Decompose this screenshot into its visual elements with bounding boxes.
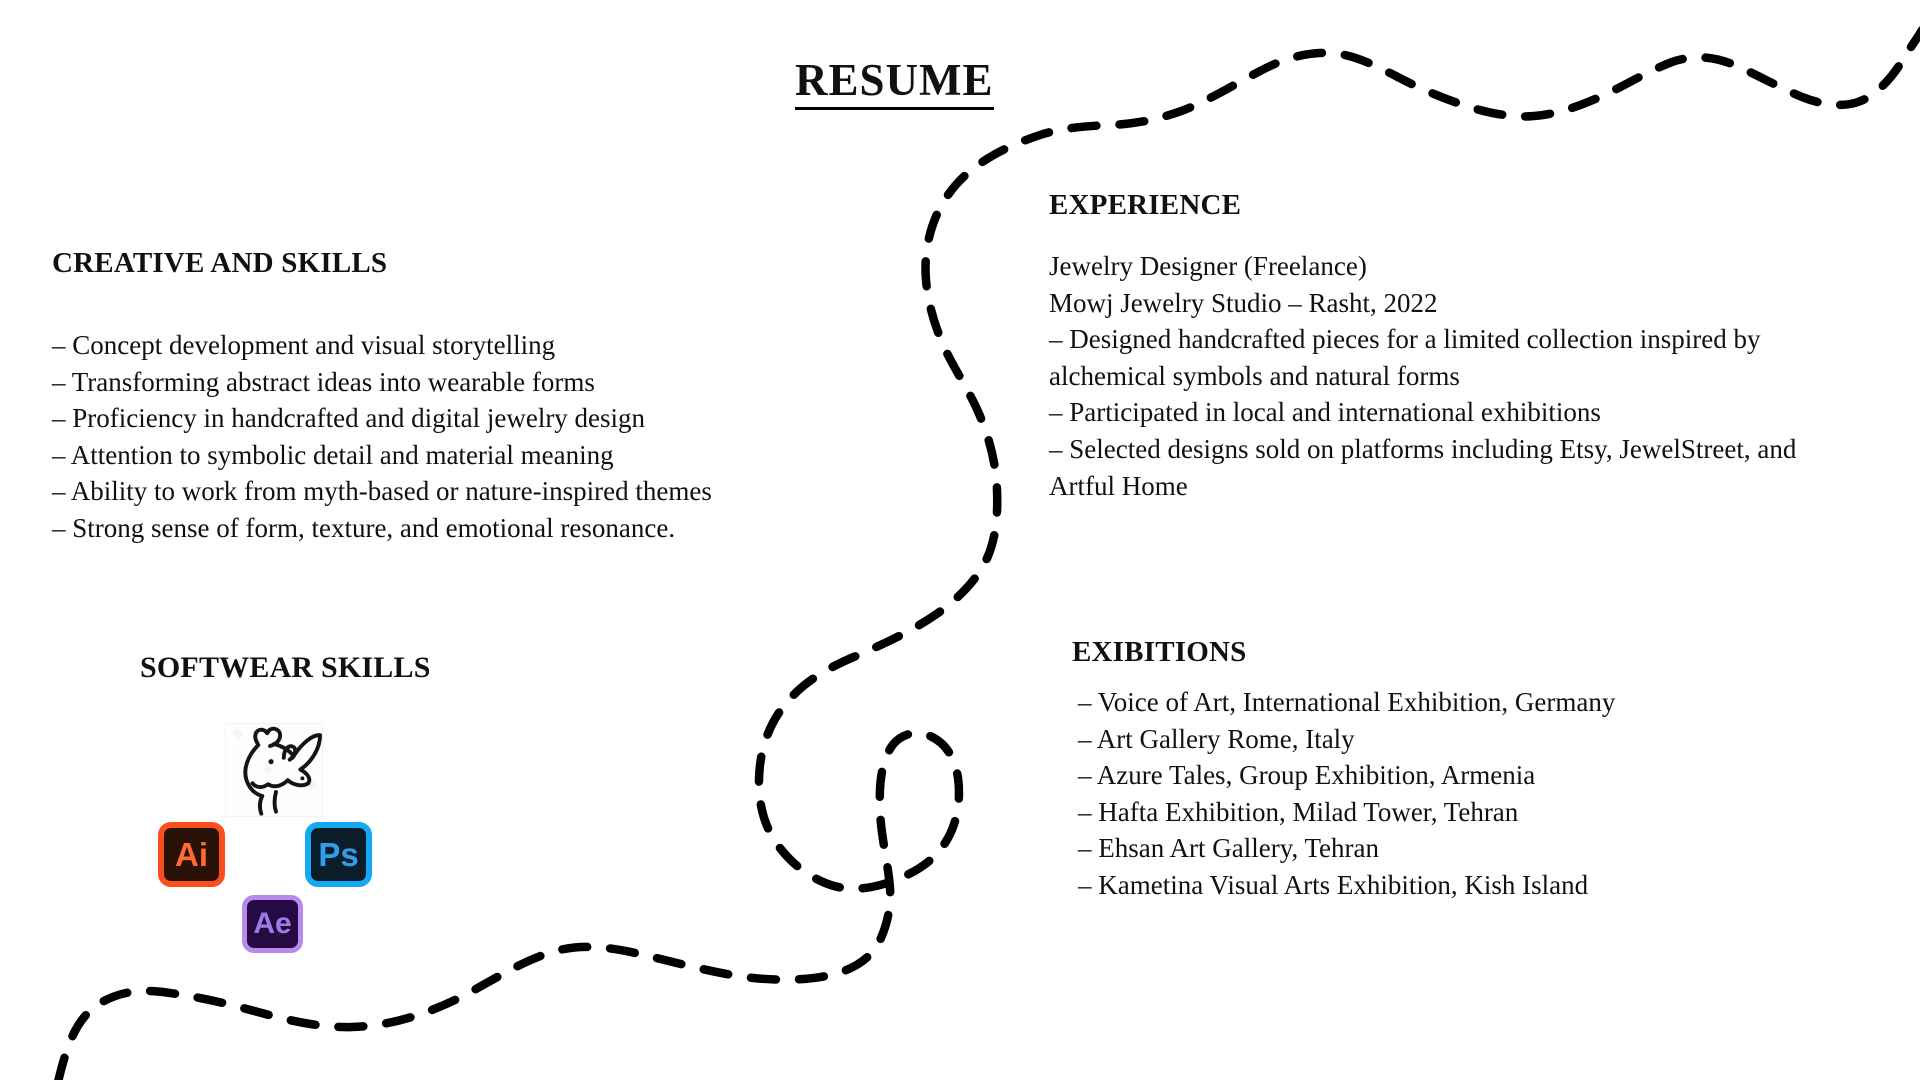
exhibition-item: – Ehsan Art Gallery, Tehran xyxy=(1078,833,1380,864)
photoshop-icon-label: Ps xyxy=(318,835,359,873)
skill-item: – Proficiency in handcrafted and digital jewelry design xyxy=(52,403,646,434)
experience-line: Mowj Jewelry Studio – Rasht, 2022 xyxy=(1049,287,1438,318)
page-title: RESUME xyxy=(795,54,994,110)
exhibitions-list xyxy=(1078,684,1615,904)
illustrator-icon-label: Ai xyxy=(175,835,208,873)
photoshop-icon xyxy=(305,822,372,887)
experience-line: alchemical symbols and natural forms xyxy=(1049,360,1460,391)
creative-skills-list xyxy=(52,327,712,547)
experience-block xyxy=(1049,248,1796,504)
skill-item: – Transforming abstract ideas into wearable forms xyxy=(52,366,595,397)
experience-line: – Participated in local and international exhibitions xyxy=(1049,397,1601,428)
experience-line: Jewelry Designer (Freelance) xyxy=(1049,251,1367,281)
exhibition-item: – Kametina Visual Arts Exhibition, Kish Island xyxy=(1078,869,1589,900)
software-skills-heading: SOFTWEAR SKILLS xyxy=(140,651,431,684)
experience-line: – Designed handcrafted pieces for a limited collection inspired by xyxy=(1049,324,1761,355)
skill-item: – Concept development and visual storytelling xyxy=(52,330,556,360)
creative-skills-heading: CREATIVE AND SKILLS xyxy=(52,247,388,279)
skill-item: – Attention to symbolic detail and material meaning xyxy=(52,439,614,470)
illustrator-icon xyxy=(158,822,225,887)
exhibition-item: – Hafta Exhibition, Milad Tower, Tehran xyxy=(1078,796,1519,827)
exhibition-item: – Art Gallery Rome, Italy xyxy=(1078,723,1355,754)
experience-line: Artful Home xyxy=(1049,470,1188,501)
after-effects-icon-label: Ae xyxy=(253,907,292,940)
experience-heading: EXPERIENCE xyxy=(1049,189,1242,221)
after-effects-icon xyxy=(242,895,303,953)
exhibition-item: – Voice of Art, International Exhibition, Germany xyxy=(1078,687,1616,717)
rhino-3d-icon xyxy=(225,723,323,817)
skill-item: – Ability to work from myth-based or nature-inspired themes xyxy=(52,476,712,507)
rhino-icon xyxy=(225,723,323,817)
exhibition-item: – Azure Tales, Group Exhibition, Armenia xyxy=(1078,760,1536,791)
experience-line: – Selected designs sold on platforms including Etsy, JewelStreet, and xyxy=(1049,433,1797,464)
skill-item: – Strong sense of form, texture, and emotional resonance. xyxy=(52,512,676,543)
exhibitions-heading: EXIBITIONS xyxy=(1072,636,1247,668)
